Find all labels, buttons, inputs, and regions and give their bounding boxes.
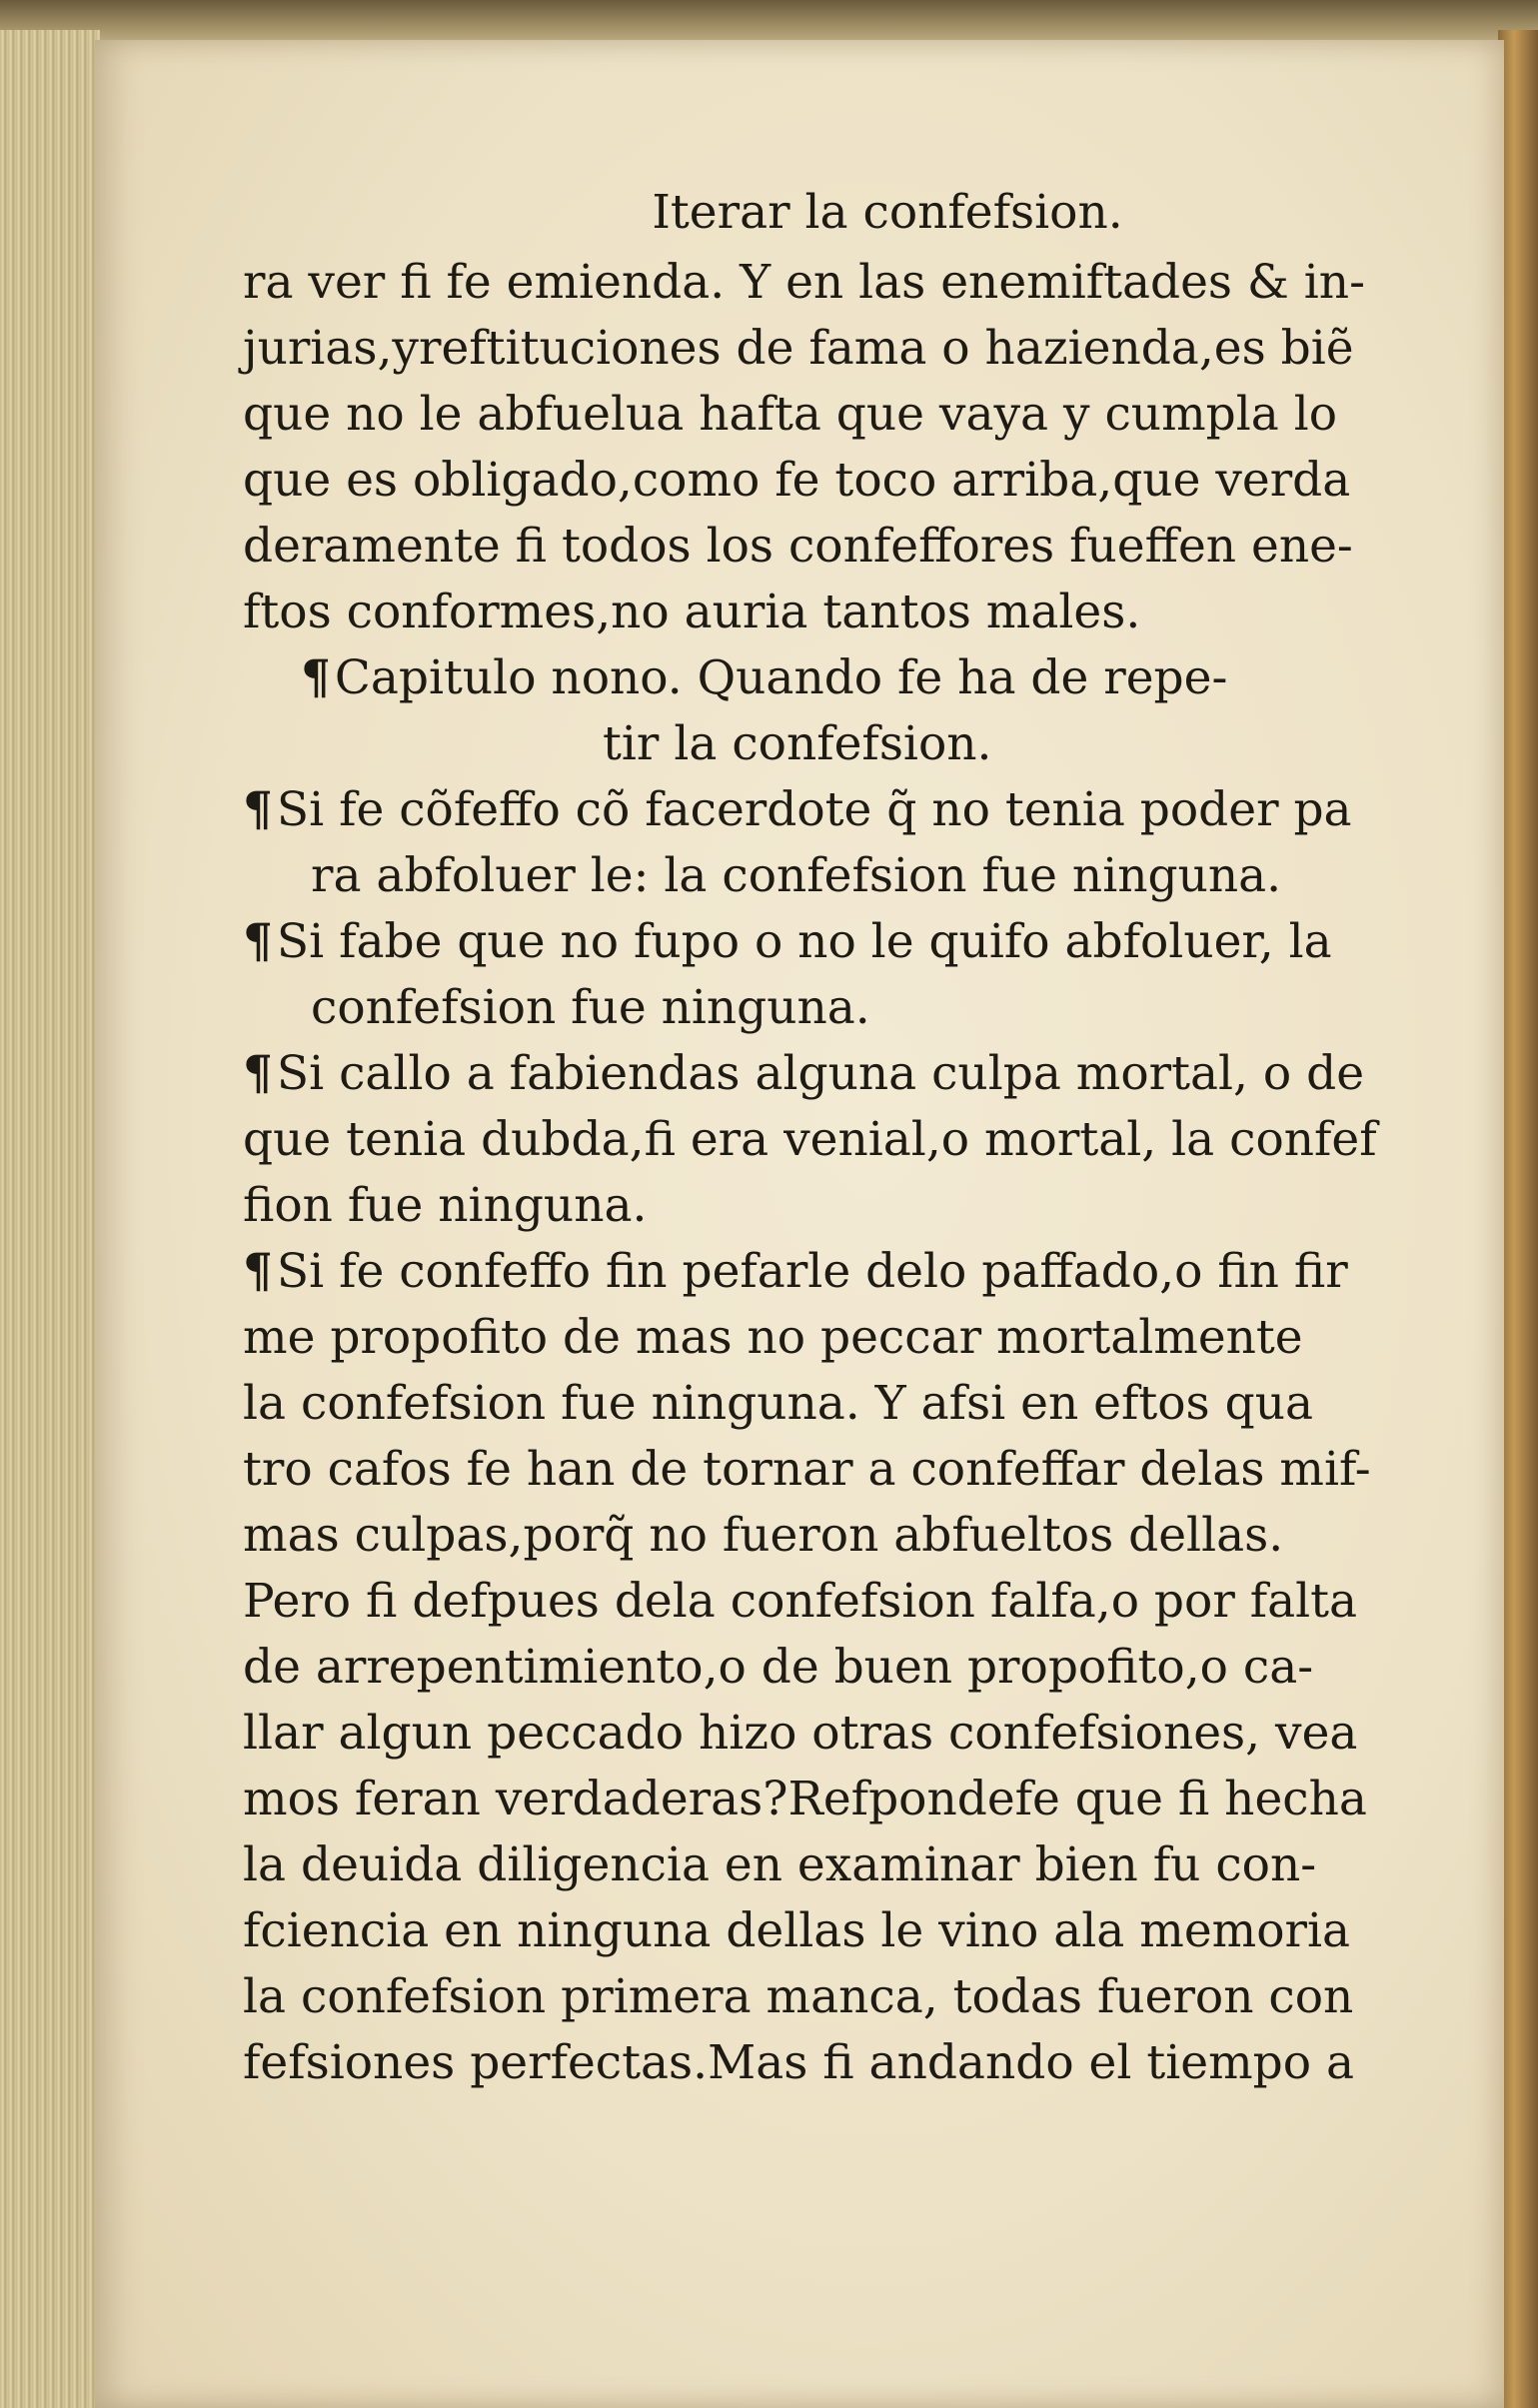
line-text: ftos conformes,no auria tantos males. [243,585,1141,639]
book-page [95,40,1504,2408]
line-text: Si fe confeffo fin pefarle delo paffado,o fin fir [276,1244,1348,1299]
running-head: Iterar la confefsion. [652,185,1123,240]
pilcrow-mark: ¶ [301,650,331,705]
text-line [243,975,1492,1041]
text-line [243,514,1492,580]
line-text: ra ver fi fe emienda. Y en las enemiftades & in- [243,255,1365,310]
line-text: ra abfoluer le: la confefsion fue ninguna. [311,848,1282,903]
line-text: tir la confefsion. [603,716,992,771]
line-text: confefsion fue ninguna. [311,980,870,1035]
pilcrow-mark: ¶ [243,1046,273,1101]
line-text: la deuida diligencia en examinar bien fu con- [243,1837,1317,1892]
line-text: Si fabe que no fupo o no le quifo abfoluer, la [276,914,1332,969]
book-top-edge [0,0,1538,40]
text-line [243,909,1492,975]
pilcrow-mark: ¶ [243,914,273,969]
line-text: que tenia dubda,fi era venial,o mortal, la confef [243,1112,1377,1167]
text-line [243,1437,1492,1503]
line-text: que es obligado,como fe toco arriba,que verda [243,453,1351,508]
text-line [243,777,1492,843]
text-line [243,580,1492,645]
line-text: llar algun peccado hizo otras confefsiones, vea [243,1706,1358,1761]
line-text: Capitulo nono. Quando fe ha de repe- [334,650,1228,705]
text-line [243,1503,1492,1569]
text-line [243,1701,1492,1767]
line-text: la confefsion primera manca, todas fueron con [243,1969,1354,2024]
line-text: de arrepentimiento,o de buen propofito,o ca- [243,1640,1314,1695]
pilcrow-mark: ¶ [243,1244,273,1299]
text-line [243,1569,1492,1635]
text-line [243,316,1492,382]
line-text: fciencia en ninguna dellas le vino ala memoria [243,1903,1351,1958]
line-text: mas culpas,porq̃ no fueron abfueltos dellas. [243,1508,1284,1563]
text-line [243,843,1492,909]
text-line [243,1371,1492,1437]
line-text: Si fe cõfeffo cõ facerdote q̃ no tenia poder pa [276,782,1352,837]
book-page-edges [0,30,100,2408]
line-text: me propofito de mas no peccar mortalmente [243,1310,1303,1365]
pilcrow-mark: ¶ [243,782,273,837]
text-line [243,1173,1492,1239]
text-line [243,1767,1492,1832]
text-line [243,382,1492,448]
line-text: Pero fi defpues dela confefsion falfa,o por falta [243,1574,1358,1629]
text-line [243,1239,1492,1305]
text-line [243,1305,1492,1371]
text-line [243,1041,1492,1107]
text-lines [243,250,1492,2096]
line-text: fefsiones perfectas.Mas fi andando el tiempo a [243,2035,1354,2090]
line-text: Si callo a fabiendas alguna culpa mortal, o de [276,1046,1365,1101]
text-line [243,1832,1492,1898]
line-text: fion fue ninguna. [243,1178,648,1233]
line-text: deramente fi todos los confeffores fueffen ene- [243,519,1353,574]
line-text: que no le abfuelua hafta que vaya y cumpla lo [243,387,1338,442]
page-text [243,180,1492,2096]
text-line [243,1964,1492,2030]
line-text: la confefsion fue ninguna. Y afsi en eftos qua [243,1376,1313,1431]
text-line [243,448,1492,514]
line-text: tro cafos fe han de tornar a confeffar delas mif- [243,1442,1371,1497]
book-binding-edge [1498,30,1538,2408]
text-line [243,711,1492,777]
line-text: mos feran verdaderas?Refpondefe que fi hecha [243,1772,1367,1826]
text-line [243,250,1492,316]
text-line [243,1107,1492,1173]
text-line [243,1898,1492,1964]
text-line [243,2030,1492,2096]
text-line [243,1635,1492,1701]
line-text: jurias,yreftituciones de fama o hazienda,es biẽ [243,321,1354,376]
text-line [243,645,1492,711]
